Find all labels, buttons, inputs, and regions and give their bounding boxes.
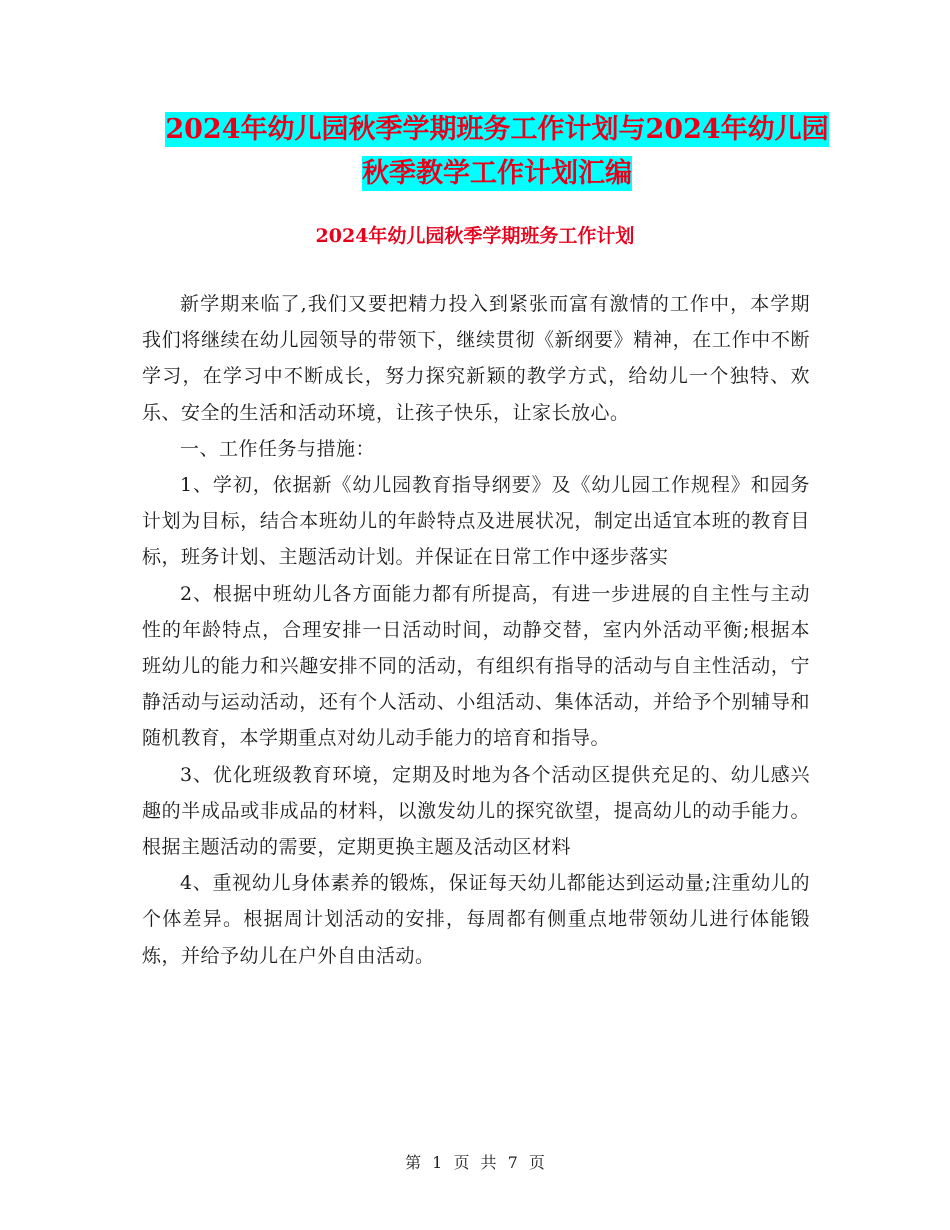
document-body — [142, 286, 810, 974]
page-number-footer: 第 1 页 共 7 页 — [405, 1153, 545, 1172]
task-item-3: 3、优化班级教育环境，定期及时地为各个活动区提供充足的、幼儿感兴趣的半成品或非成品的材料，以激发幼儿的探究欲望，提高幼儿的动手能力。根据主题活动的需要，定期更换主题及活动区材料 — [142, 763, 810, 859]
section-heading-tasks: 一、工作任务与措施： — [180, 437, 376, 460]
task-item-4: 4、重视幼儿身体素养的锻炼，保证每天幼儿都能达到运动量;注重幼儿的个体差异。根据周计划活动的安排，每周都有侧重点地带领幼儿进行体能锻炼，并给予幼儿在户外自由活动。 — [142, 872, 810, 967]
document-title-line2: 秋季教学工作计划汇编 — [362, 158, 632, 189]
task-item-1: 1、学初，依据新《幼儿园教育指导纲要》及《幼儿园工作规程》和园务计划为目标，结合本班幼儿的年龄特点及进展状况，制定出适宜本班的教育目标，班务计划、主题活动计划。并保证在日常工作中逐步落实 — [142, 474, 810, 569]
document-title-line1: 2024年幼儿园秋季学期班务工作计划与2024年幼儿园 — [165, 114, 829, 145]
document-title — [140, 108, 854, 196]
section-title: 2024年幼儿园秋季学期班务工作计划 — [315, 225, 635, 247]
intro-paragraph: 新学期来临了,我们又要把精力投入到紧张而富有激情的工作中，本学期我们将继续在幼儿园领导的带领下，继续贯彻《新纲要》精神，在工作中不断学习，在学习中不断成长，努力探究新颖的教学方式，给幼儿一个独特、欢乐、安全的生活和活动环境，让孩子快乐，让家长放心。 — [142, 293, 810, 424]
task-item-2: 2、根据中班幼儿各方面能力都有所提高，有进一步进展的自主性与主动性的年龄特点，合理安排一日活动时间，动静交替，室内外活动平衡;根据本班幼儿的能力和兴趣安排不同的活动，有组织有指导的活动与自主性活动，宁静活动与运动活动，还有个人活动、小组活动、集体活动，并给予个别辅导和随机教育，本学期重点对幼儿动手能力的培育和指导。 — [142, 582, 810, 750]
